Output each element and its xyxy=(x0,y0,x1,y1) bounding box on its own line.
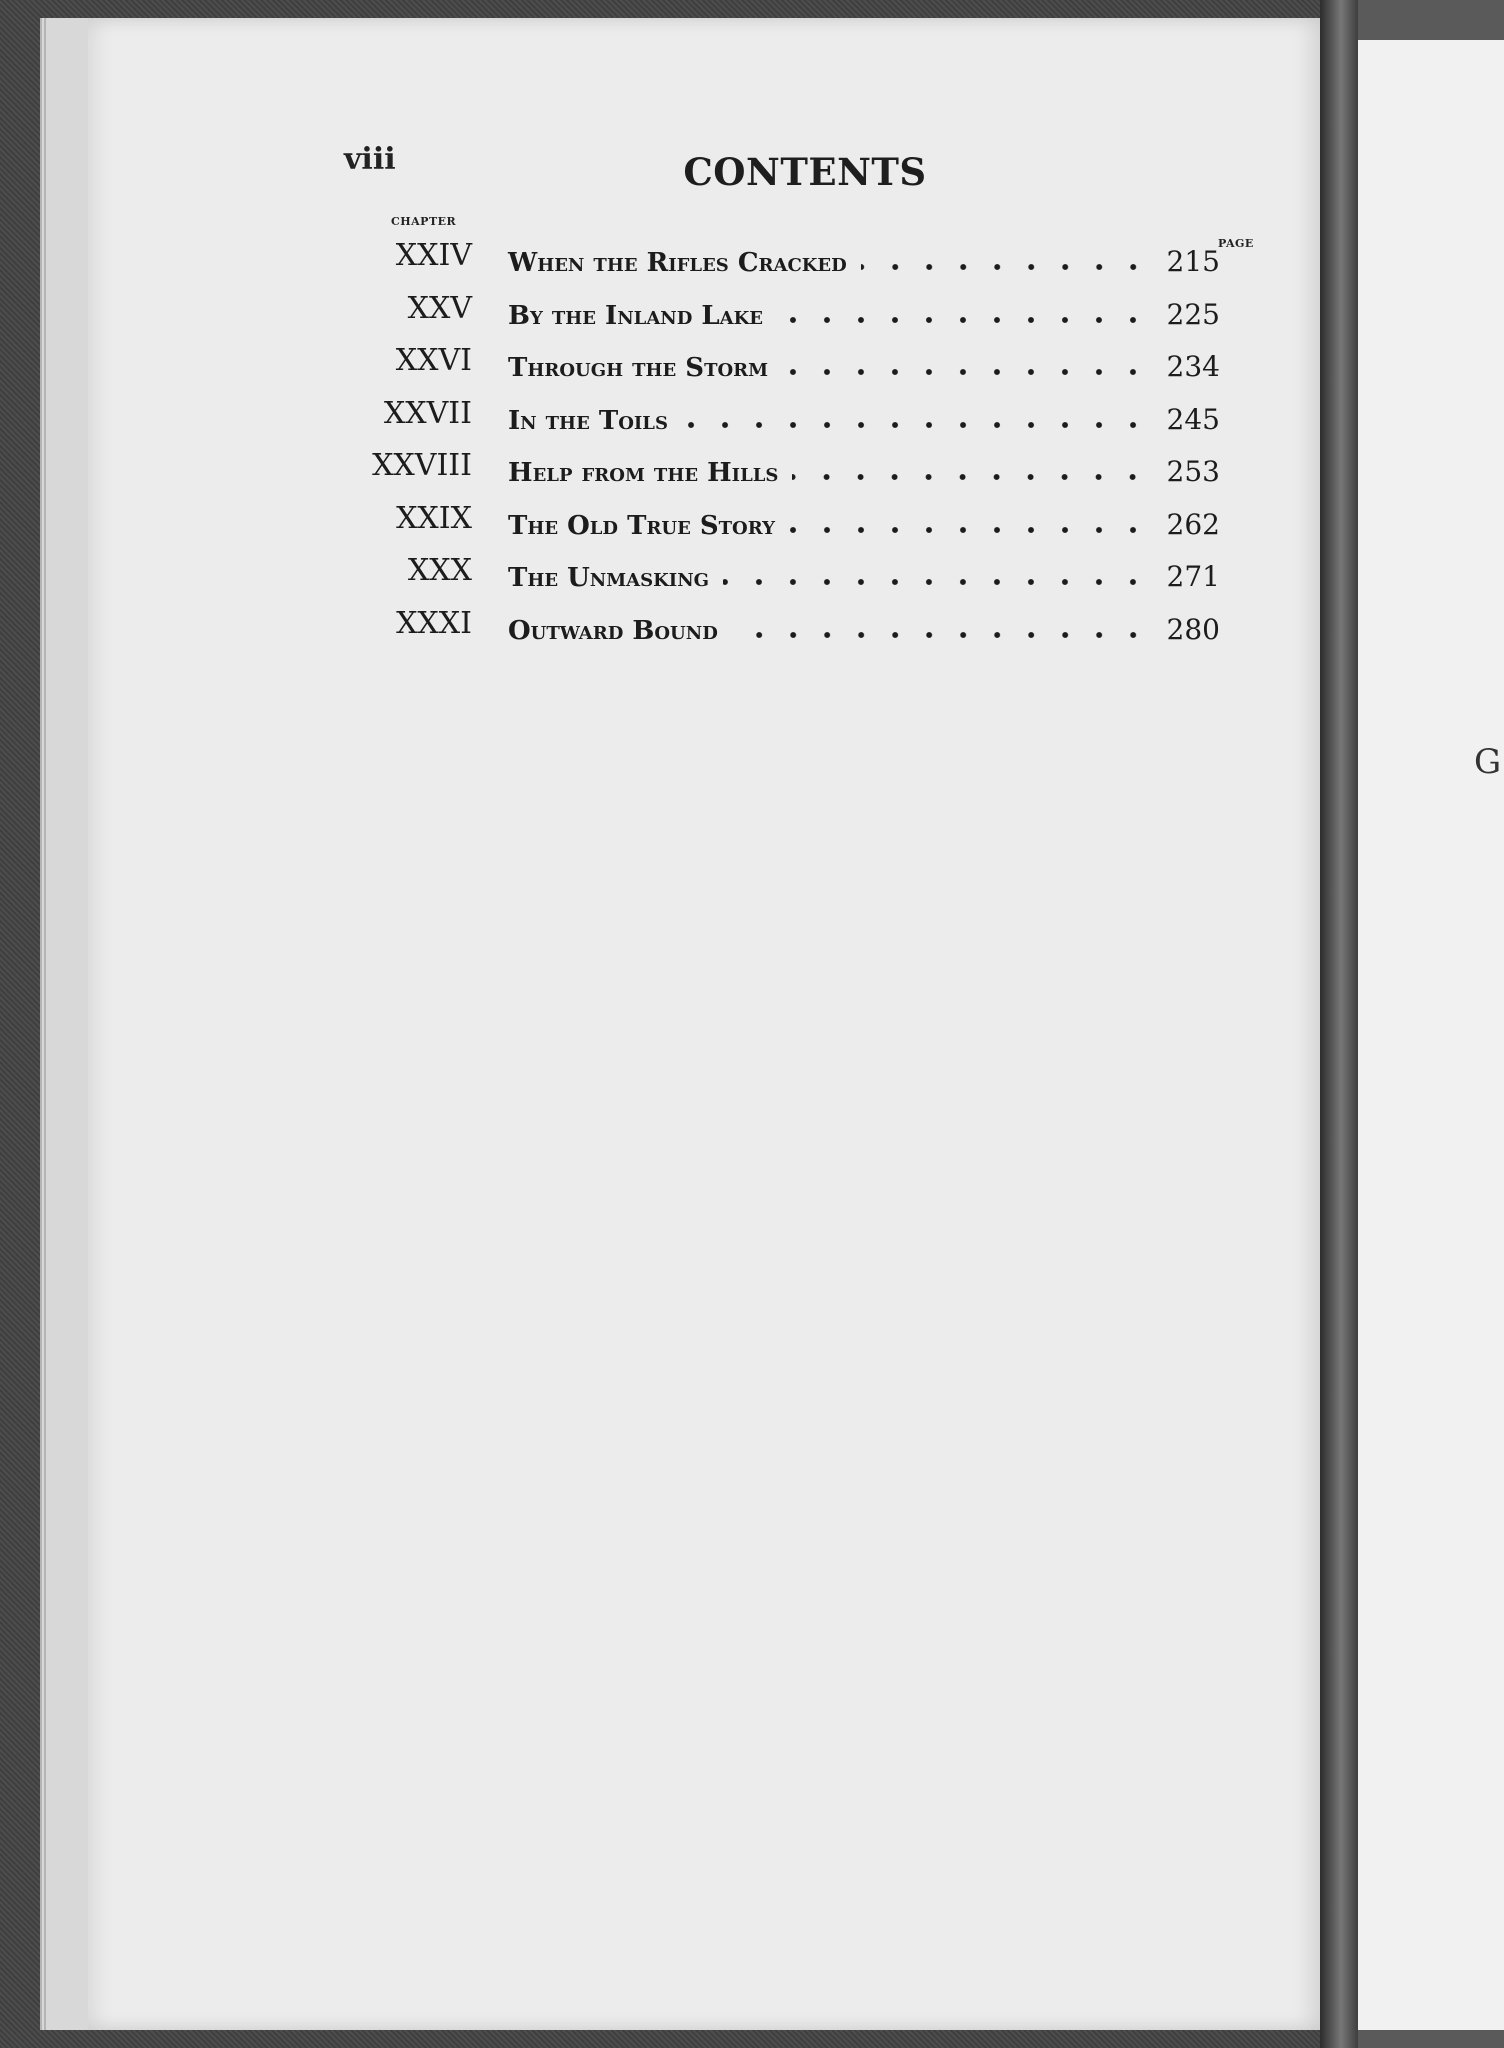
chapter-title: The Unmasking xyxy=(508,563,710,593)
chapter-number: XXVII xyxy=(383,395,472,431)
chapter-column-label: CHAPTER xyxy=(391,215,457,228)
page-ref: 280 xyxy=(1166,612,1220,646)
page-ref: 271 xyxy=(1166,560,1220,593)
page-ref: 253 xyxy=(1166,455,1220,488)
toc-entry xyxy=(508,298,1220,331)
toc-row xyxy=(300,606,1280,659)
table-of-contents xyxy=(300,238,1280,658)
chapter-number: XXIX xyxy=(396,500,472,536)
toc-entry xyxy=(508,403,1220,436)
chapter-number: XXIV xyxy=(395,238,472,273)
chapter-title: In the Toils xyxy=(508,405,668,436)
dot-leader xyxy=(789,526,1150,534)
toc-row xyxy=(300,553,1280,606)
toc-row xyxy=(300,448,1280,501)
chapter-title: When the Rifles Cracked xyxy=(508,248,847,278)
page-title: CONTENTS xyxy=(683,150,927,194)
dot-leader xyxy=(723,578,1150,586)
chapter-title: Help from the Hills xyxy=(508,458,779,488)
dot-leader xyxy=(861,263,1150,271)
page-number: viii xyxy=(344,142,396,177)
toc-entry xyxy=(508,245,1220,278)
chapter-number: XXVIII xyxy=(372,448,472,483)
toc-row xyxy=(300,396,1280,449)
page-ref: 225 xyxy=(1166,297,1220,331)
page-ref: 234 xyxy=(1166,350,1220,383)
toc-row xyxy=(300,291,1280,344)
chapter-number: XXX xyxy=(407,553,472,588)
chapter-title: Through the Storm xyxy=(508,353,769,383)
chapter-title: The Old True Story xyxy=(508,510,775,541)
dot-leader xyxy=(732,631,1150,639)
right-page xyxy=(1358,40,1504,2030)
dot-leader xyxy=(682,421,1150,429)
toc-row xyxy=(300,238,1280,291)
chapter-title: By the Inland Lake xyxy=(508,300,764,331)
toc-entry xyxy=(508,613,1220,646)
dot-leader xyxy=(792,473,1150,481)
chapter-number: XXXI xyxy=(396,605,472,641)
toc-entry xyxy=(508,455,1220,488)
toc-entry xyxy=(508,350,1220,383)
dot-leader xyxy=(782,368,1150,376)
page-ref: 215 xyxy=(1166,245,1220,278)
page-ref: 262 xyxy=(1166,507,1220,541)
dot-leader xyxy=(777,316,1150,324)
page-ref: 245 xyxy=(1166,402,1220,436)
toc-row xyxy=(300,343,1280,396)
toc-row xyxy=(300,501,1280,554)
book-gutter xyxy=(1320,0,1358,2048)
facing-page-letter: G xyxy=(1474,742,1502,782)
toc-entry xyxy=(508,508,1220,541)
page-column-label: PAGE xyxy=(1218,237,1254,250)
chapter-number: XXVI xyxy=(395,343,472,378)
chapter-number: XXV xyxy=(407,290,472,326)
toc-entry xyxy=(508,560,1220,593)
chapter-title: Outward Bound xyxy=(508,615,718,646)
